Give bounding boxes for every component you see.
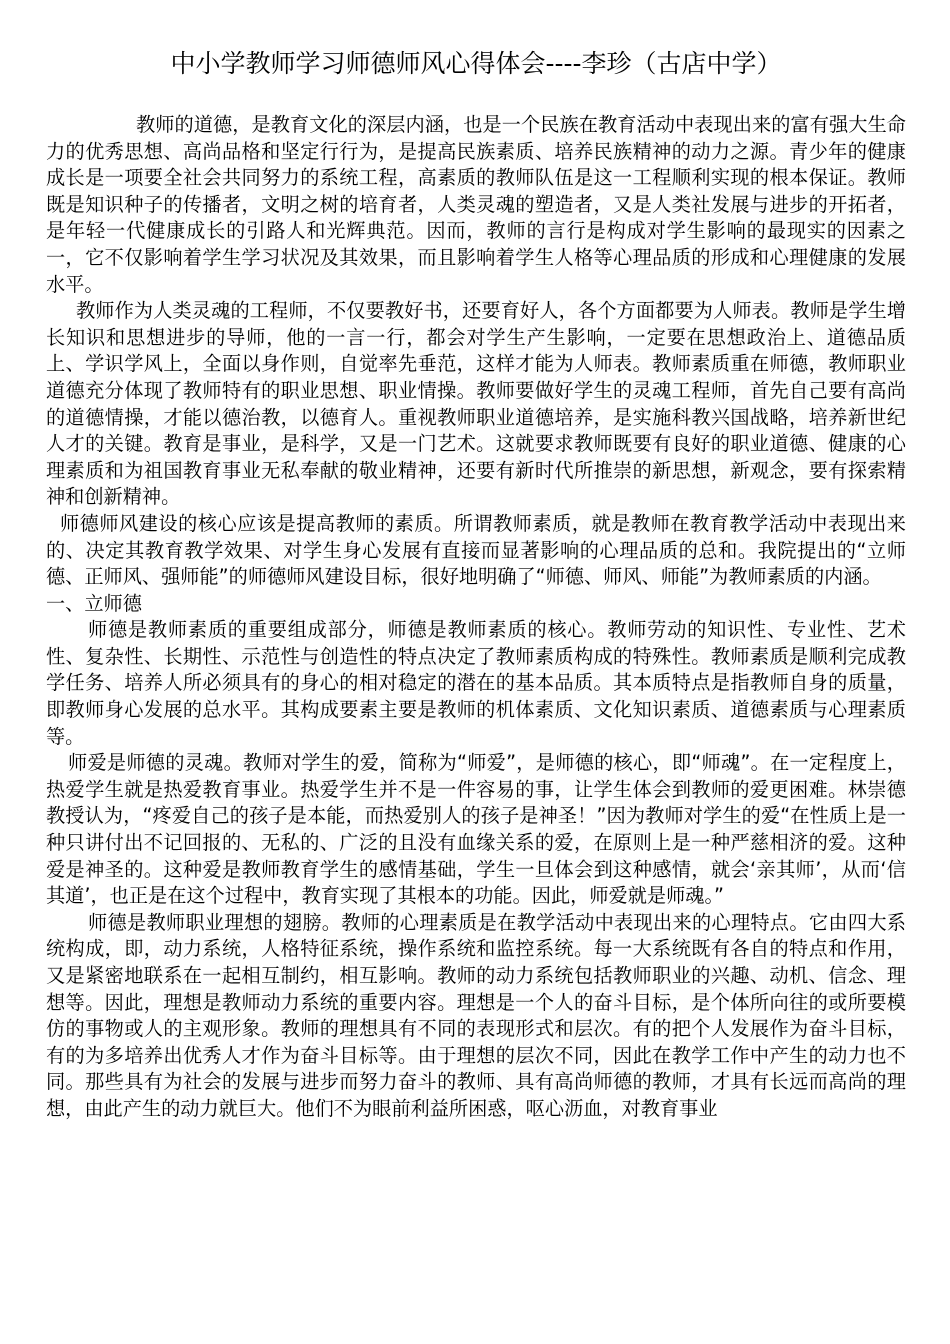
document-title: 中小学教师学习师德师风心得体会----李珍（古店中学） [170,49,782,78]
paragraph-2: 教师作为人类灵魂的工程师，不仅要教好书，还要育好人，各个方面都要为人师表。教师是学生增长知识和思想进步的导师，他的一言一行，都会对学生产生影响，一定要在思想政治上、道德品质上、学识学风上，全面以身作则，自觉率先垂范，这样才能为人师表。教师素质重在师德，教师职业道德充分体现了教师特有的职业思想、职业情操。教师要做好学生的灵魂工程师，首先自己要有高尚的道德情操，才能以德治教，以德育人。重视教师职业道德培养，是实施科教兴国战略，培养新世纪人才的关键。教育是事业，是科学，又是一门艺术。这就要求教师既要有良好的职业道德、健康的心理素质和为祖国教育事业无私奉献的敬业精神，还要有新时代所推崇的新思想，新观念，要有探索精神和创新精神。 [46,299,906,509]
paragraph-4: 师德是教师素质的重要组成部分，师德是教师素质的核心。教师劳动的知识性、专业性、艺术性、复杂性、长期性、示范性与创造性的特点决定了教师素质构成的特殊性。教师素质是顺利完成教学任务、培养人所必须具有的身心的相对稳定的潜在的基本品质。其本质特点是指教师自身的质量，即教师身心发展的总水平。其构成要素主要是教师的机体素质、文化知识素质、道德素质与心理素质等。 [46,618,906,748]
paragraph-1: 教师的道德，是教育文化的深层内涵，也是一个民族在教育活动中表现出来的富有强大生命力的优秀思想、高尚品格和坚定行行为，是提高民族素质、培养民族精神的动力之源。青少年的健康成长是一项要全社会共同努力的系统工程，高素质的教师队伍是这一工程顺利实现的根本保证。教师既是知识种子的传播者，文明之树的培育者，人类灵魂的塑造者，又是人类社发展与进步的开拓者，是年轻一代健康成长的引路人和光辉典范。因而，教师的言行是构成对学生影响的最现实的因素之一，它不仅影响着学生学习状况及其效果，而且影响着学生人格等心理品质的形成和心理健康的发展水平。 [46,113,906,296]
paragraph-5: 师爱是师德的灵魂。教师对学生的爱，简称为“师爱”，是师德的核心，即“师魂”。在一定程度上，热爱学生就是热爱教育事业。热爱学生并不是一件容易的事，让学生体会到教师的爱更困难。林崇德教授认为，“疼爱自己的孩子是本能，而热爱别人的孩子是神圣！”因为教师对学生的爱“在性质上是一种只讲付出不记回报的、无私的、广泛的且没有血缘关系的爱，在原则上是一种严慈相济的爱。这种爱是神圣的。这种爱是教师教育学生的感情基础，学生一旦体会到这种感情，就会‘亲其师’，从而‘信其道’，也正是在这个过程中，教育实现了其根本的功能。因此，师爱就是师魂。” [46,751,906,908]
paragraph-3: 师德师风建设的核心应该是提高教师的素质。所谓教师素质，就是教师在教育教学活动中表现出来的、决定其教育教学效果、对学生身心发展有直接而显著影响的心理品质的总和。我院提出的“立师德、正师风、强师能”的师德师风建设目标，很好地明确了“师德、师风、师能”为教师素质的内涵。 [46,511,906,589]
paragraph-6: 师德是教师职业理想的翅膀。教师的心理素质是在教学活动中表现出来的心理特点。它由四大系统构成，即，动力系统，人格特征系统，操作系统和监控系统。每一大系统既有各自的特点和作用，又是紧密地联系在一起相互制约，相互影响。教师的动力系统包括教师职业的兴趣、动机、信念、理想等。因此，理想是教师动力系统的重要内容。理想是一个人的奋斗目标，是个体所向往的或所要模仿的事物或人的主观形象。教师的理想具有不同的表现形式和层次。有的把个人发展作为奋斗目标，有的为多培养出优秀人才作为奋斗目标等。由于理想的层次不同，因此在教学工作中产生的动力也不同。那些具有为社会的发展与进步而努力奋斗的教师、具有高尚师德的教师，才具有长远而高尚的理想，由此产生的动力就巨大。他们不为眼前利益所困惑，呕心沥血，对教育事业 [46,910,906,1120]
section-heading-1: 一、立师德 [46,591,142,615]
